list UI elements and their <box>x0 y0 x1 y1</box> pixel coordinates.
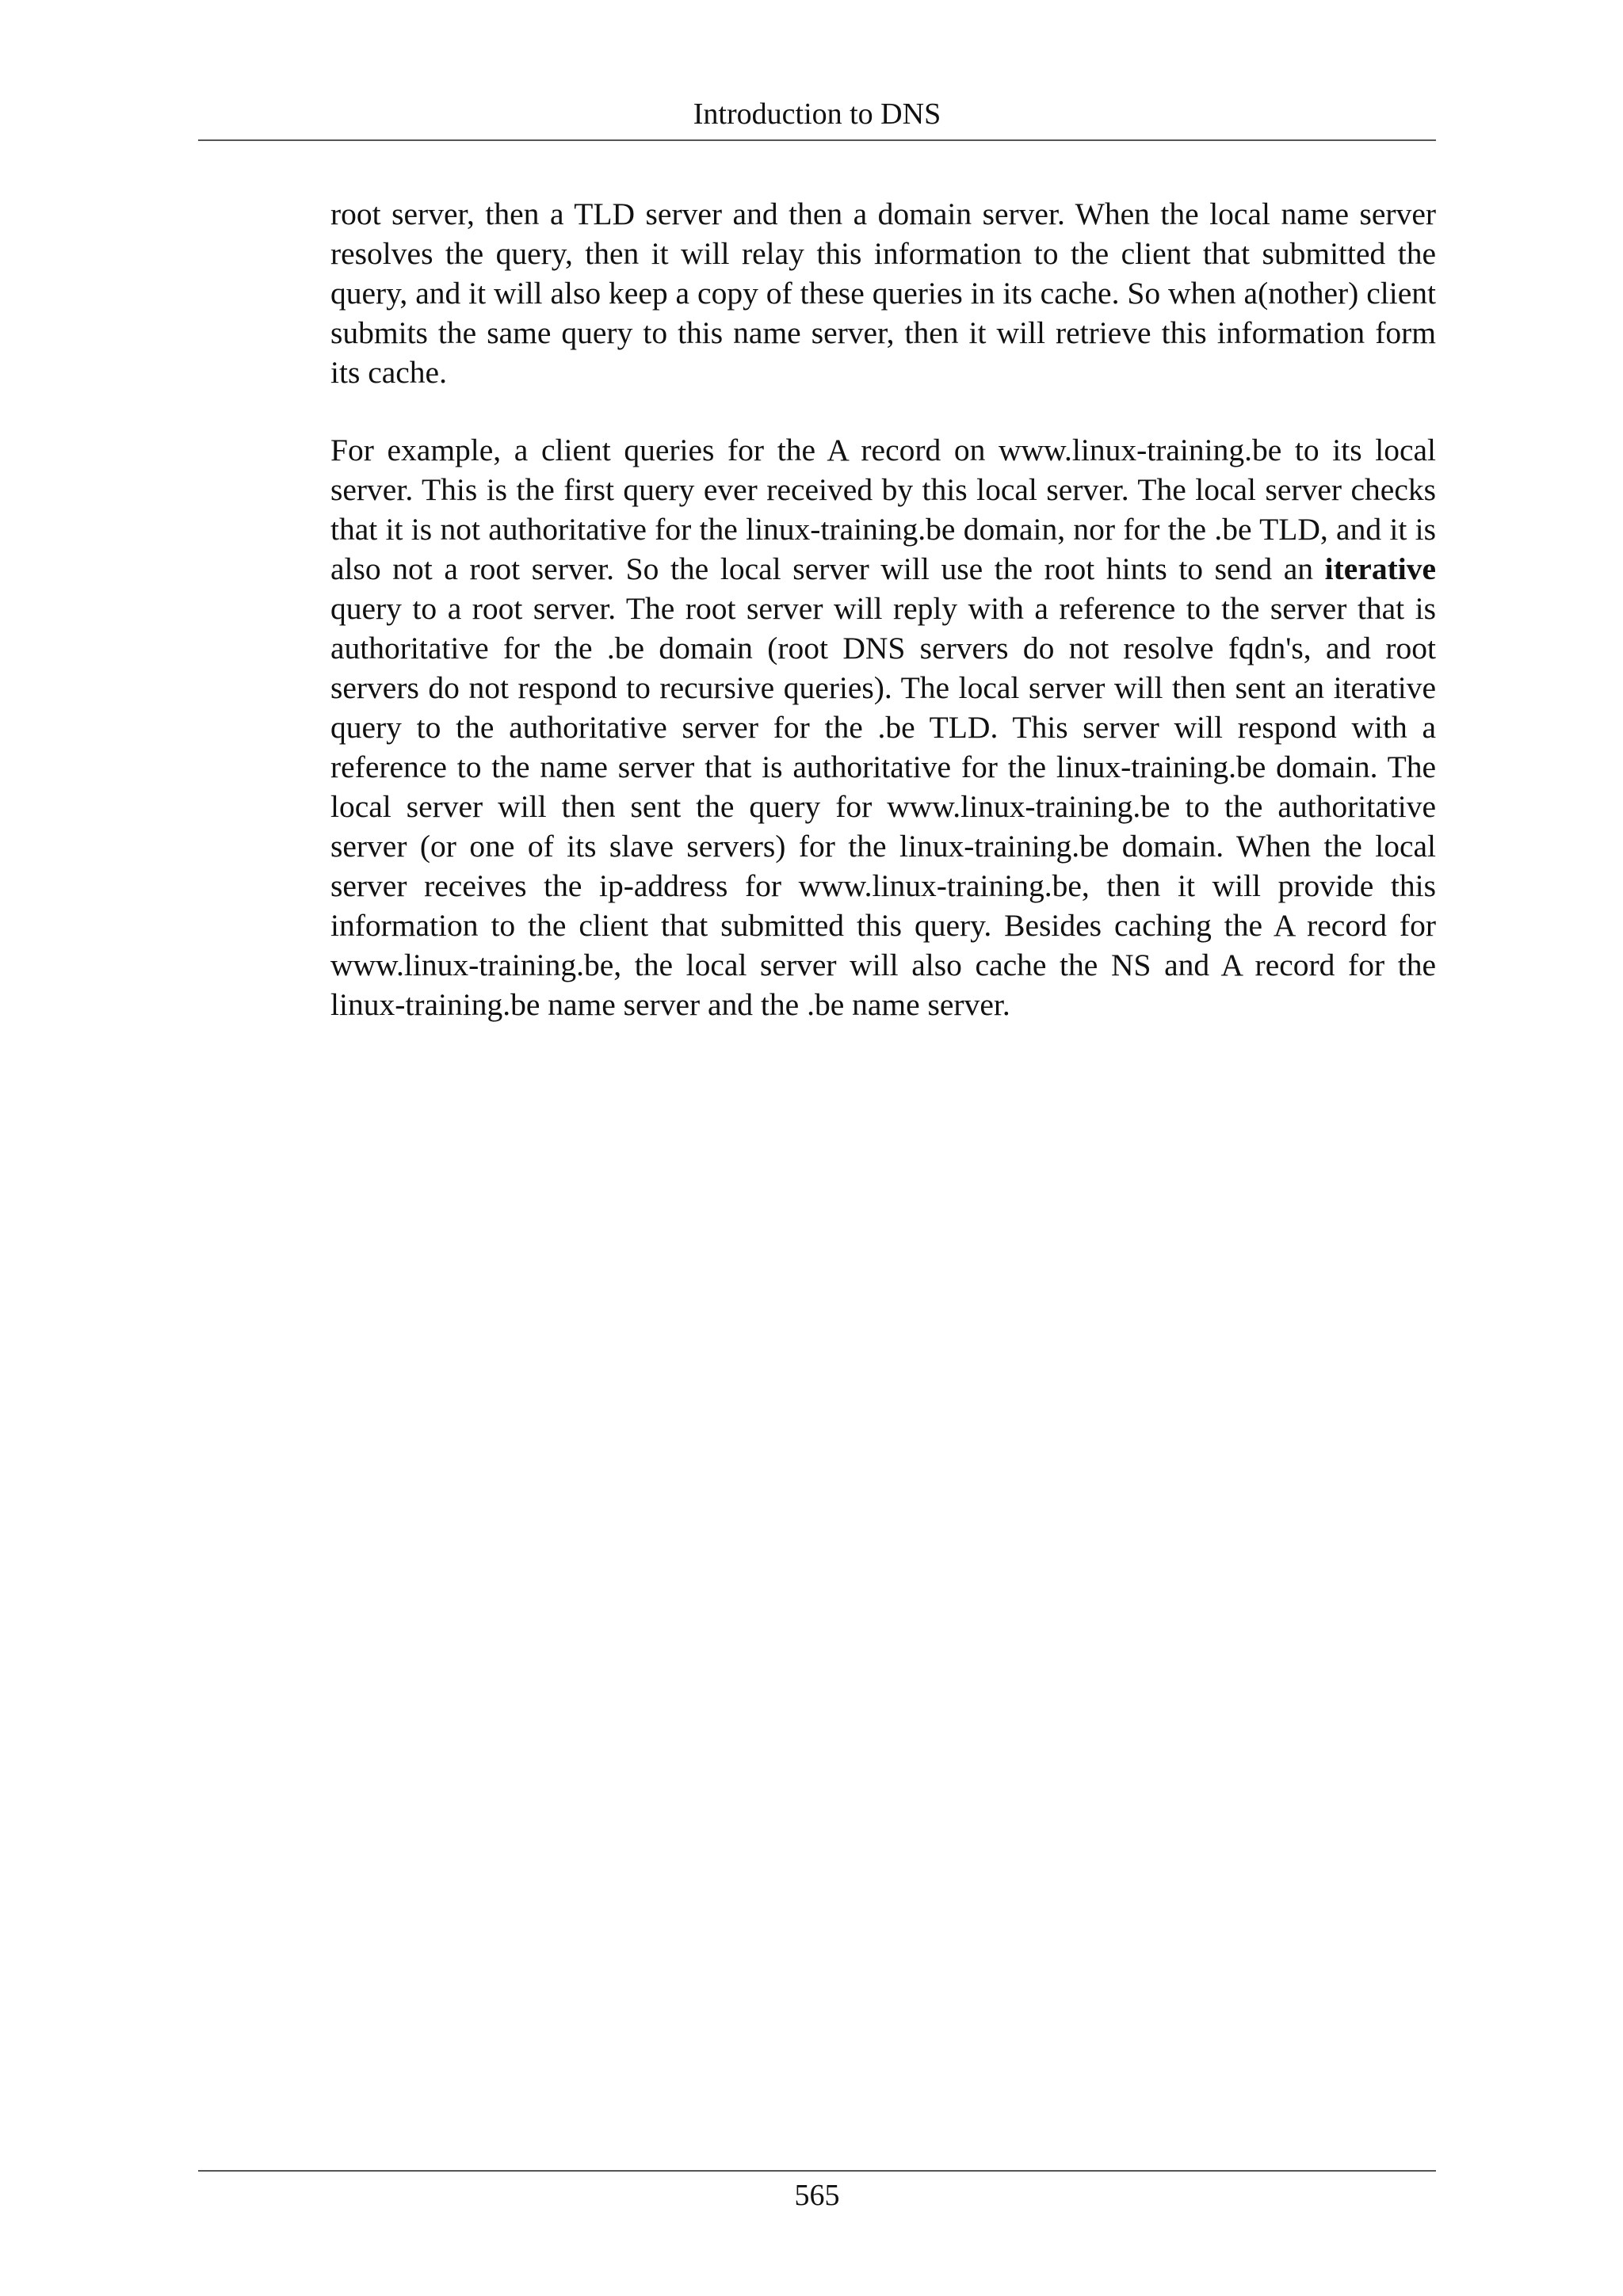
paragraph-iterative-example <box>330 430 1436 1024</box>
paragraph-text-segment: query to a root server. The root server will reply with a reference to the server that is authoritative for the .be domain (root DNS servers do not resolve fqdn's, and root servers do not respond to recursive queries). The local server will then sent an iterative query to the authoritative server for the .be TLD. This server will respond with a reference to the name server that is authoritative for the linux-training.be domain. The local server will then sent the query for www.linux-training.be to the authoritative server (or one of its slave servers) for the linux-training.be domain. When the local server receives the ip-address for www.linux-training.be, then it will provide this information to the client that submitted this query. Besides caching the A record for www.linux-training.be, the local server will also cache the NS and A record for the linux-training.be name server and the .be name server. <box>330 591 1436 1022</box>
running-header-title: Introduction to DNS <box>693 97 941 131</box>
paragraph-text-segment: For example, a client queries for the A record on www.linux-training.be to its local server. This is the first query ever received by this local server. The local server checks that it is not authoritative for the linux-training.be domain, nor for the .be TLD, and it is also not a root server. So the local server will use the root hints to send an <box>330 433 1436 586</box>
paragraph-dns-caching: root server, then a TLD server and then a domain server. When the local name server resolves the query, then it will relay this information to the client that submitted the query, and it will also keep a copy of these queries in its cache. So when a(nother) client submits the same query to this name server, then it will retrieve this information form its cache. <box>330 196 1436 390</box>
page-number: 565 <box>794 2179 840 2212</box>
bold-term-iterative: iterative <box>1324 551 1436 586</box>
page-header <box>198 93 1436 141</box>
body-text <box>330 194 1436 1062</box>
page-footer <box>198 2170 1436 2219</box>
